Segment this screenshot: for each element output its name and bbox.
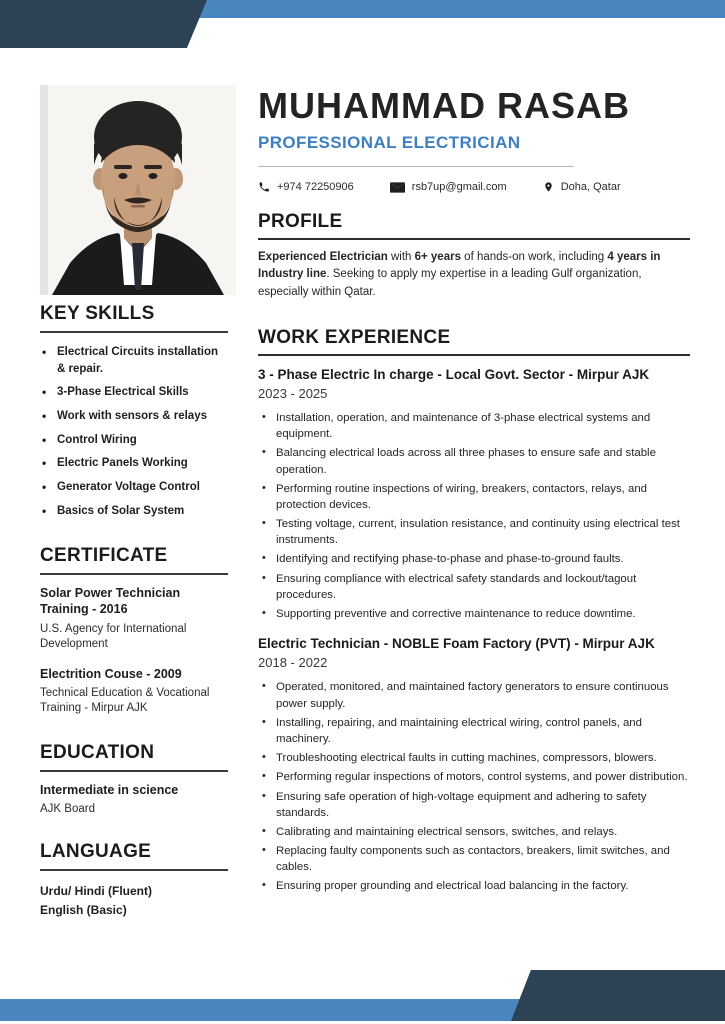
- job-bullet: • Calibrating and maintaining electrical sensors, switches, and relays.: [258, 824, 690, 840]
- candidate-name: MUHAMMAD RASAB: [258, 85, 630, 126]
- skill-item: • Basics of Solar System: [40, 503, 228, 520]
- job-bullet: • Balancing electrical loads across all three phases to ensure safe and stable operation.: [258, 445, 690, 477]
- contact-email-text: rsb7up@gmail.com: [411, 181, 507, 193]
- job-bullet: • Installing, repairing, and maintaining electrical wiring, control panels, and machinery.: [258, 715, 690, 747]
- job-title: 3 - Phase Electric In charge - Local Govt. Sector - Mirpur AJK: [258, 366, 650, 382]
- profile-summary: [258, 249, 690, 301]
- certificate-entry: [40, 586, 228, 651]
- bottom-blue-bar: [0, 999, 545, 1021]
- top-blue-bar: [190, 0, 725, 18]
- certificate-org: U.S. Agency for International Development: [40, 622, 187, 650]
- main-column: [258, 85, 690, 898]
- skill-item: • Work with sensors & relays: [40, 408, 228, 425]
- certificate-entry: [40, 667, 228, 717]
- contact-location: [543, 180, 621, 194]
- education-section: [40, 742, 228, 815]
- job-bullet: • Supporting preventive and corrective maintenance to reduce downtime.: [258, 606, 690, 622]
- job-bullet: • Replacing faulty components such as contactors, breakers, limit switches, and cables.: [258, 843, 690, 875]
- bottom-navy-banner: [511, 970, 725, 1021]
- certificate-section: [40, 545, 228, 716]
- profile-seg: 6+ years: [414, 251, 461, 263]
- job-entry: [258, 636, 690, 894]
- job-entry: [258, 367, 690, 622]
- contact-email: [390, 181, 507, 193]
- language-section: [40, 841, 228, 919]
- location-pin-icon: [543, 180, 554, 194]
- profile-seg: . Seeking to apply my expertise in a leading Gulf organization, especially within Qatar.: [258, 268, 642, 298]
- contact-phone: [258, 181, 354, 193]
- work-experience-section: [258, 327, 690, 895]
- skill-item: • 3-Phase Electrical Skills: [40, 384, 228, 401]
- contact-phone-text: +974 72250906: [277, 181, 354, 193]
- skill-item: • Control Wiring: [40, 432, 228, 449]
- profile-photo: [40, 85, 236, 295]
- key-skills-section: [40, 303, 228, 519]
- candidate-title: PROFESSIONAL ELECTRICIAN: [258, 133, 521, 152]
- certificate-title: Electrition Couse - 2009: [40, 666, 182, 681]
- language-item: Urdu/ Hindi (Fluent): [40, 884, 152, 898]
- job-title: Electric Technician - NOBLE Foam Factory (PVT) - Mirpur AJK: [258, 636, 655, 652]
- certificate-title: Solar Power Technician Training - 2016: [40, 586, 181, 616]
- certificate-org: Technical Education & Vocational Training - Mirpur AJK: [40, 687, 210, 715]
- job-dates: 2018 - 2022: [258, 655, 328, 671]
- contact-row: [258, 180, 690, 194]
- profile-seg: of hands-on work, including: [460, 251, 608, 263]
- job-dates: 2023 - 2025: [258, 385, 328, 401]
- skill-item: • Generator Voltage Control: [40, 479, 228, 496]
- portrait-illustration: [40, 85, 236, 295]
- education-heading: EDUCATION: [40, 742, 228, 772]
- job-bullet: • Troubleshooting electrical faults in cutting machines, compressors, blowers.: [258, 750, 690, 766]
- job-bullet: • Testing voltage, current, insulation resistance, and continuity using electrical test instruments.: [258, 516, 690, 548]
- job-bullet-list: [258, 679, 690, 894]
- education-degree: Intermediate in science: [40, 783, 179, 797]
- job-bullet: • Ensuring proper grounding and electrical load balancing in the factory.: [258, 878, 690, 894]
- header-divider: [258, 166, 574, 167]
- phone-icon: [258, 181, 270, 193]
- sidebar: [40, 303, 228, 919]
- job-bullet: • Installation, operation, and maintenance of 3-phase electrical systems and equipment.: [258, 410, 690, 442]
- email-icon: [390, 182, 405, 193]
- job-bullet: • Performing routine inspections of wiring, breakers, contactors, relays, and protection devices.: [258, 481, 690, 513]
- language-heading: LANGUAGE: [40, 841, 228, 871]
- key-skills-heading: KEY SKILLS: [40, 303, 228, 333]
- contact-location-text: Doha, Qatar: [560, 181, 621, 193]
- profile-section: [258, 211, 690, 301]
- profile-seg: Experienced Electrician: [258, 251, 388, 263]
- job-bullet-list: [258, 410, 690, 622]
- work-experience-heading: WORK EXPERIENCE: [258, 327, 690, 356]
- job-bullet: • Identifying and rectifying phase-to-phase and phase-to-ground faults.: [258, 551, 690, 567]
- key-skills-list: [40, 344, 228, 519]
- profile-heading: PROFILE: [258, 211, 690, 240]
- job-bullet: • Ensuring safe operation of high-voltage equipment and adhering to safety standards.: [258, 789, 690, 821]
- skill-item: • Electrical Circuits installation & repair.: [40, 344, 228, 377]
- top-navy-banner: [0, 0, 207, 48]
- job-bullet: • Performing regular inspections of motors, control systems, and power distribution.: [258, 769, 690, 785]
- language-item: English (Basic): [40, 902, 127, 917]
- job-bullet: • Ensuring compliance with electrical safety standards and lockout/tagout procedures.: [258, 571, 690, 603]
- profile-seg: 4 years in Industry line: [258, 251, 661, 281]
- job-bullet: • Operated, monitored, and maintained factory generators to ensure continuous power supply.: [258, 679, 690, 711]
- certificate-heading: CERTIFICATE: [40, 545, 228, 575]
- profile-seg: with: [387, 251, 415, 263]
- education-board: AJK Board: [40, 803, 95, 815]
- skill-item: • Electric Panels Working: [40, 455, 228, 472]
